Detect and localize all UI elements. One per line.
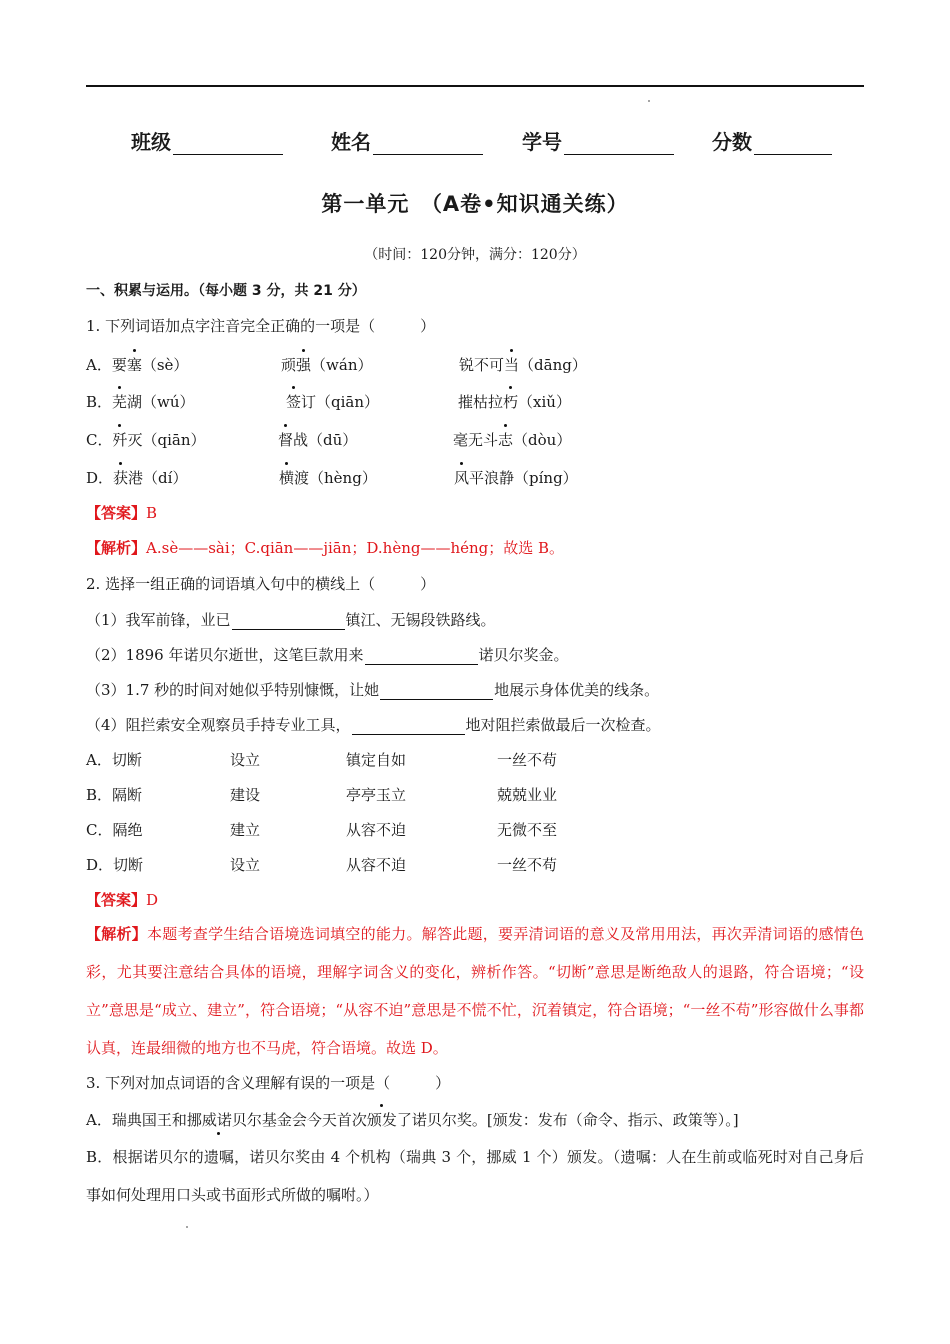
q2-sentence-2: （2）1896 年诺贝尔逝世，这笔巨款用来 诺贝尔奖金。 [86,646,569,664]
q3-dotted-word-a: 颁发 [366,1111,397,1129]
q3-option-b[interactable]: B．根据诺贝尔的遗嘱，诺贝尔奖由 4 个机构（瑞典 3 个，挪威 1 个）颁发。（遗嘱：人在生前或临死时对自己身后事如何处理用口头或书面形式所做的嘱咐。） [86,1138,864,1214]
section-heading: 一、积累与运用。（每小题 3 分，共 21 分） [86,283,366,299]
q2-stem: 2. 选择一组正确的词语填入句中的横线上（ ） [86,575,436,593]
q2-blank-2[interactable] [365,648,478,665]
q3-dotted-word-b: 遗嘱 [204,1138,234,1176]
class-blank[interactable] [173,132,283,155]
score-blank[interactable] [754,132,832,155]
speck [186,1226,188,1228]
name-field: 姓名 [331,126,483,155]
q2-answer: 【答案】D [86,891,159,909]
q1-answer: 【答案】B [86,504,158,522]
page-subtitle: （时间：120分钟，满分：120分） [364,247,586,263]
q2-blank-1[interactable] [232,613,345,630]
q3-stem: 3. 下列对加点词语的含义理解有误的一项是（ ） [86,1074,451,1092]
name-blank[interactable] [373,132,483,155]
q2-sentence-3: （3）1.7 秒的时间对她似乎特别慷慨，让她 地展示身体优美的线条。 [86,681,660,699]
q2-analysis: 【解析】本题考查学生结合语境选词填空的能力。解答此题，要弄清词语的意义及常用用法，再次弄清词语的感情色彩，尤其要注意结合具体的语境，理解字词含义的变化，辨析作答。“切断”意思是断绝敌人的退路，符合语境；“设立”意思是“成立、建立”，符合语境；“从容不迫”意思是不慌不忙，沉着镇定，符合语境；“一丝不苟”形容做什么事都认真，连最细微的地方也不马虎，符合语境。故选 D。 [86,925,864,1057]
q2-sentence-4: （4）阻拦索安全观察员手持专业工具， 地对阻拦索做最后一次检查。 [86,716,661,734]
q2-sentence-1: （1）我军前锋，业已 镇江、无锡段铁路线。 [86,611,496,629]
score-field: 分数 [712,126,832,155]
student-id-field: 学号 [522,126,674,155]
q1-analysis: 【解析】A.sè——sài；C.qiān——jiān；D.hèng——héng；故选 B。 [86,539,565,557]
q2-blank-3[interactable] [380,683,493,700]
class-field: 班级 [131,126,283,155]
student-info-row [0,126,950,160]
exam-page: 班级 姓名 学号 分数 第一单元 （A卷•知识通关练） （时间：120分钟，满分：120分） 一、积累与运用。（每小题 3 分，共 21 分） 1. 下列词语加点字注音完全正确的一项是（ ） A．要塞（sè） 顽强（wán） 锐不可当（dāng） B．芜湖（wú） 签订（qiān） 摧枯拉朽（xiǔ） C．歼灭（qiān） 督战（dū） 毫无斗志（dòu） D．获港（dí） 横渡（hèng） 风平浪静（píng） 【答案】B 【解析】A.sè——sài；C.qiān——jiān；D.hèng——héng；故选 B。 2. 选择一组正确的词语填入句中的横线上（ ） （1）我军前锋，业已 镇江、无锡段铁路线。 （2）1896 年诺贝尔逝世，这笔巨款用来 诺贝尔奖金。 （3）1.7 秒的时间对她似乎特别慷慨，让她 地展示身体优美的线条。 （4）阻拦索安全观察员手持专业工具， 地对阻拦索做最后一次检查。 A．切断 设立 镇定自如 一丝不苟 B．隔断 建设 亭亭玉立 兢兢业业 C．隔绝 建立 从容不迫 无微不至 D．切断 设立 从容不迫 一丝不苟 【答案】D 【解析】本题考查学生结合语境选词填空的能力。解答此题，要弄清词语的意义及常用用法，再次弄清词语的感情色彩，尤其要注意结合具体的语境，理解字词含义的变化，辨析作答。“切断”意思是断绝敌人的退路，符合语境；“设立”意思是“成立、建立”，符合语境；“从容不迫”意思是不慌不忙，沉着镇定，符合语境；“一丝不苟”形容做什么事都认真，连最细微的地方也不马虎，符合语境。故选 D。 3. 下列对加点词语的含义理解有误的一项是（ ） A．瑞典国王和挪威诺贝尔基金会今天首次颁发了诺贝尔奖。[颁发：发布（命令、指示、政策等）。] B．根据诺贝尔的遗嘱，诺贝尔奖由 4 个机构（瑞典 3 个，挪威 1 个）颁发。（遗嘱：人在生前或临死时对自己身后事如何处理用口头或书面形式所做的嘱咐。） [0,0,950,1344]
q3-option-a[interactable]: A．瑞典国王和挪威诺贝尔基金会今天首次颁发了诺贝尔奖。[颁发：发布（命令、指示、政策等）。] [86,1111,739,1129]
q1-stem: 1. 下列词语加点字注音完全正确的一项是（ ） [86,317,436,335]
top-rule [86,85,864,87]
page-title: 第一单元 （A卷•知识通关练） [321,192,629,216]
q2-blank-4[interactable] [352,718,465,735]
speck [648,100,650,102]
student-id-blank[interactable] [564,132,674,155]
